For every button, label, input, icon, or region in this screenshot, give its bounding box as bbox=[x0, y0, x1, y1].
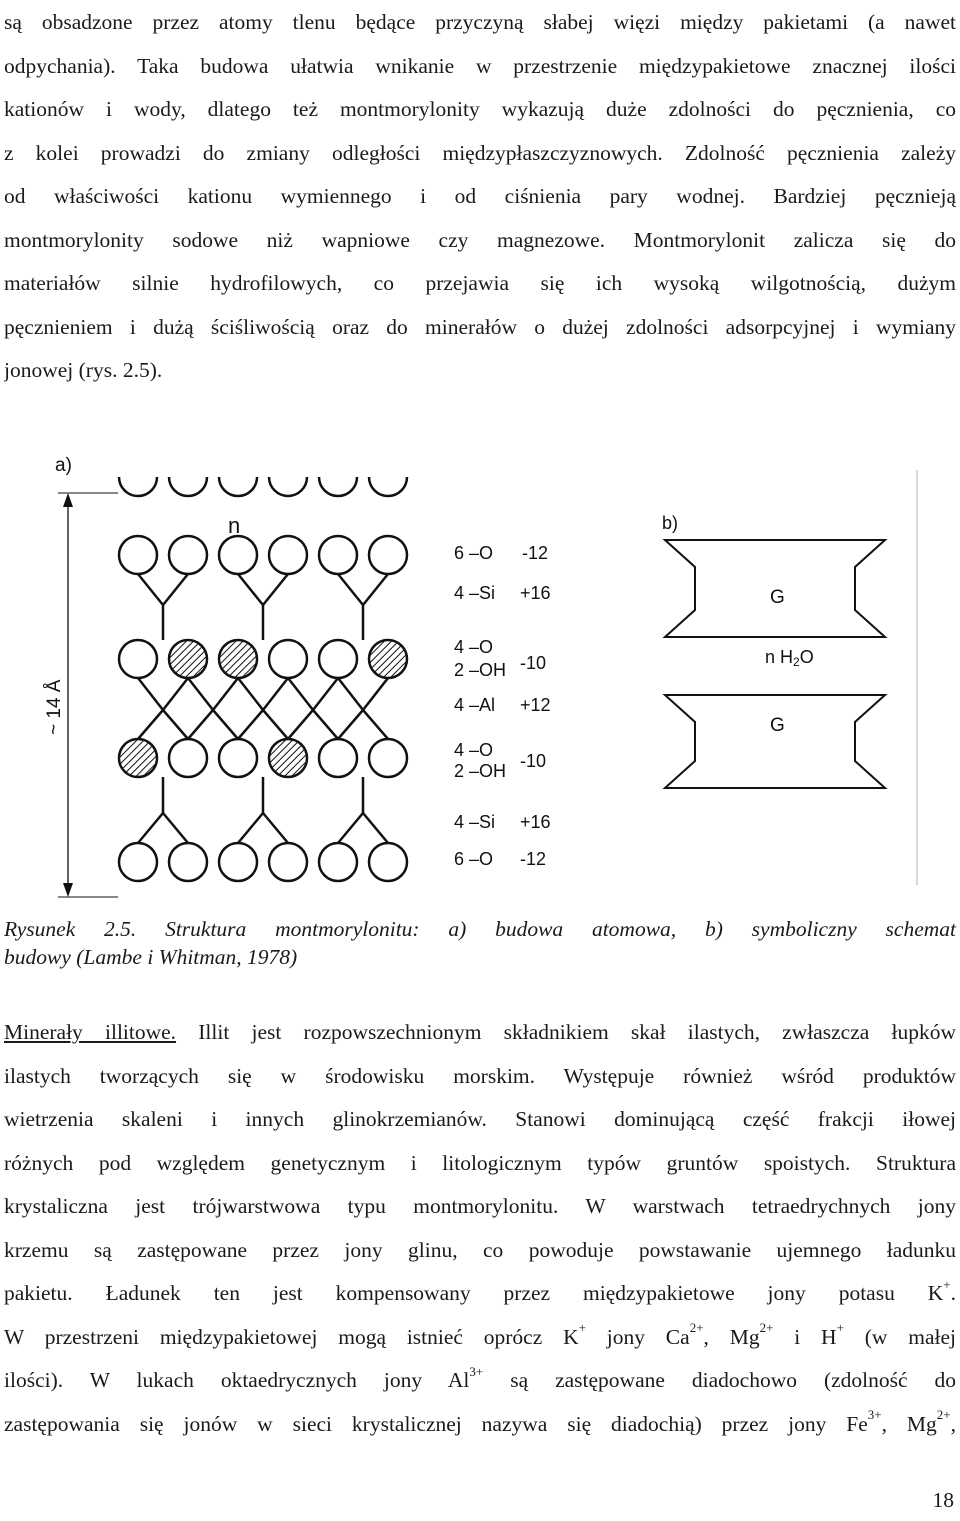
silicon-bond bbox=[263, 813, 288, 843]
aluminum-bond bbox=[263, 710, 288, 739]
aluminum-bond bbox=[313, 710, 338, 739]
caption-line: budowy (Lambe i Whitman, 1978) bbox=[4, 945, 298, 969]
oxygen-atom bbox=[119, 640, 157, 678]
text-line: odpychania). Taka budowa ułatwia wnikanie w przestrzenie międzypakietowe znacznej ilości bbox=[4, 53, 956, 78]
aluminum-bond bbox=[313, 678, 338, 710]
silicon-bond bbox=[238, 574, 263, 605]
water-molecule-icon bbox=[169, 477, 207, 496]
dimension-label: ~ 14 Å bbox=[44, 679, 65, 735]
silicon-bond bbox=[138, 574, 163, 605]
silicon-bond bbox=[238, 813, 263, 843]
svg-text:-10: -10 bbox=[520, 751, 547, 771]
silicon-bond bbox=[338, 574, 363, 605]
water-molecule-icon bbox=[369, 477, 407, 496]
svg-text:4 –Al: 4 –Al bbox=[454, 695, 496, 715]
oxygen-atom bbox=[369, 536, 407, 574]
hydroxyl-group bbox=[219, 640, 257, 678]
svg-text:4 –Si: 4 –Si bbox=[454, 583, 496, 603]
layer-labels bbox=[454, 543, 551, 869]
hydroxyl-group bbox=[269, 739, 307, 777]
oxygen-atom bbox=[169, 536, 207, 574]
svg-text:6 –O: 6 –O bbox=[454, 543, 494, 563]
silicon-bond bbox=[138, 813, 163, 843]
oxygen-atom bbox=[369, 739, 407, 777]
text-line: od właściwości kationu wymiennego i od ciśnienia pary wodnej. Bardziej pęcznieją bbox=[4, 184, 956, 208]
aluminum-bond bbox=[263, 678, 288, 710]
aluminum-bond bbox=[288, 710, 313, 739]
water-molecule-icon bbox=[269, 477, 307, 496]
text-line: pakietu. Ładunek ten jest kompensowany przez międzypakietowe jony potasu K+. bbox=[4, 1276, 956, 1305]
text-line: montmorylonity sodowe niż wapniowe czy magnezowe. Montmorylonit zalicza się do bbox=[4, 227, 956, 252]
oxygen-atom bbox=[269, 640, 307, 678]
svg-text:4 –O: 4 –O bbox=[454, 740, 494, 760]
oxygen-atom bbox=[369, 843, 407, 881]
schematic-label-top: G bbox=[770, 587, 785, 608]
oxygen-atom bbox=[219, 843, 257, 881]
aluminum-bond bbox=[163, 710, 188, 739]
oxygen-atom bbox=[319, 843, 357, 881]
label-b: b) bbox=[662, 513, 679, 533]
aluminum-bond bbox=[213, 710, 238, 739]
aluminum-bond bbox=[338, 678, 363, 710]
svg-text:+16: +16 bbox=[520, 583, 551, 603]
aluminum-bond bbox=[338, 710, 363, 739]
figure-montmorillonite-structure bbox=[0, 445, 960, 915]
svg-text:+16: +16 bbox=[520, 812, 551, 832]
oxygen-atom bbox=[319, 536, 357, 574]
svg-text:-10: -10 bbox=[520, 653, 547, 673]
text-line: pęcznieniem i dużą ściśliwością oraz do minerałów o dużej zdolności adsorpcyjnej i wymiany bbox=[4, 314, 956, 339]
oxygen-atom bbox=[219, 536, 257, 574]
text-line: materiałów silnie hydrofilowych, co przejawia się ich wysoką wilgotnością, dużym bbox=[4, 271, 956, 295]
svg-text:+12: +12 bbox=[520, 695, 551, 715]
svg-text:4 –O: 4 –O bbox=[454, 637, 494, 657]
svg-text:4 –Si: 4 –Si bbox=[454, 812, 496, 832]
hydroxyl-group bbox=[369, 640, 407, 678]
figure-svg bbox=[0, 445, 960, 915]
oxygen-atom bbox=[319, 739, 357, 777]
aluminum-bond bbox=[163, 678, 188, 710]
aluminum-bond bbox=[238, 710, 263, 739]
oxygen-atom bbox=[169, 739, 207, 777]
text-line: ilości). W lukach oktaedrycznych jony $Al^{3+}$ są zastępowane diadochowo (zdolność do bbox=[4, 1363, 956, 1392]
aluminum-bond bbox=[138, 678, 163, 710]
oxygen-atom bbox=[119, 536, 157, 574]
figure-caption bbox=[4, 915, 956, 971]
schematic-label-bottom: G bbox=[770, 715, 785, 736]
text-line: ilastych tworzących się w środowisku morskim. Występuje również wśród produktów bbox=[4, 1063, 956, 1088]
hydroxyl-group bbox=[119, 739, 157, 777]
text-line: Minerały illitowe. Illit jest rozpowszechnionym składnikiem skał ilastych, zwłaszcza łupków bbox=[4, 1020, 956, 1044]
oxygen-atom bbox=[169, 843, 207, 881]
svg-text:2 –OH: 2 –OH bbox=[454, 761, 507, 781]
oxygen-atom bbox=[269, 843, 307, 881]
paragraph-illite bbox=[4, 1011, 956, 1446]
text-line: krzemu są zastępowane przez jony glinu, co powoduje powstawanie ujemnego ładunku bbox=[4, 1237, 956, 1262]
paragraph-montmorillonite bbox=[4, 1, 956, 393]
aluminum-bond bbox=[363, 710, 388, 739]
silicon-bond bbox=[263, 574, 288, 605]
text-line: są obsadzone przez atomy tlenu będące przyczyną słabej więzi między pakietami (a nawet bbox=[4, 10, 956, 34]
svg-text:-12: -12 bbox=[522, 543, 549, 563]
silicon-bond bbox=[338, 813, 363, 843]
schematic-sheet-bottom bbox=[665, 695, 885, 788]
silicon-bond bbox=[363, 813, 388, 843]
text-line: z kolei prowadzi do zmiany odległości międzypłaszczyznowych. Zdolność pęcznienia zależy bbox=[4, 140, 956, 165]
text-line: krystaliczna jest trójwarstwowa typu montmorylonitu. W warstwach tetraedrychnych jony bbox=[4, 1194, 956, 1218]
silicon-bond bbox=[363, 574, 388, 605]
aluminum-bond bbox=[138, 710, 163, 739]
caption-line: Rysunek 2.5. Struktura montmorylonitu: a) budowa atomowa, b) symboliczny schemat bbox=[4, 917, 956, 941]
hydroxyl-group bbox=[169, 640, 207, 678]
schematic-label-water: n H2O bbox=[765, 647, 814, 669]
oxygen-atom bbox=[269, 536, 307, 574]
svg-text:6 –O: 6 –O bbox=[454, 849, 494, 869]
text-line: jonowej (rys. 2.5). bbox=[4, 358, 163, 382]
text-line: zastępowania się jonów w sieci krystalicznej nazywa się diadochią) przez jony $Fe^{3+}$, $Mg^{2+}$, bbox=[4, 1407, 956, 1436]
label-a: a) bbox=[55, 455, 72, 476]
water-molecule-icon bbox=[119, 477, 157, 496]
aluminum-bond bbox=[363, 678, 388, 710]
dimension-arrow-bottom bbox=[63, 883, 73, 897]
oxygen-atom bbox=[319, 640, 357, 678]
label-n: n bbox=[228, 513, 241, 538]
dimension-arrow-top bbox=[63, 493, 73, 507]
aluminum-bond bbox=[288, 678, 313, 710]
text-line: W przestrzeni międzypakietowej mogą istnieć oprócz K+ jony $Ca^{2+}$, $Mg^{2+}$ i H+ (w małej bbox=[4, 1320, 956, 1349]
aluminum-bond bbox=[188, 678, 213, 710]
oxygen-atom bbox=[119, 843, 157, 881]
text-line: kationów i wody, dlatego też montmorylonity wykazują duże zdolności do pęcznienia, co bbox=[4, 97, 956, 121]
aluminum-bond bbox=[188, 710, 213, 739]
water-molecule-icon bbox=[219, 477, 257, 496]
svg-text:2 –OH: 2 –OH bbox=[454, 660, 507, 680]
page-number: 18 bbox=[932, 1488, 954, 1512]
oxygen-atom bbox=[219, 739, 257, 777]
text-line: wietrzenia skaleni i innych glinokrzemianów. Stanowi dominującą część frakcji iłowej bbox=[4, 1107, 956, 1131]
aluminum-bond bbox=[238, 678, 263, 710]
aluminum-bond bbox=[213, 678, 238, 710]
atomic-structure-diagram bbox=[119, 477, 407, 881]
section-heading: Minerały illitowe. bbox=[4, 1020, 177, 1044]
svg-text:-12: -12 bbox=[520, 849, 547, 869]
water-molecule-icon bbox=[319, 477, 357, 496]
text-line: różnych pod względem genetycznym i litologicznym typów gruntów spoistych. Struktura bbox=[4, 1150, 956, 1175]
silicon-bond bbox=[163, 813, 188, 843]
silicon-bond bbox=[163, 574, 188, 605]
